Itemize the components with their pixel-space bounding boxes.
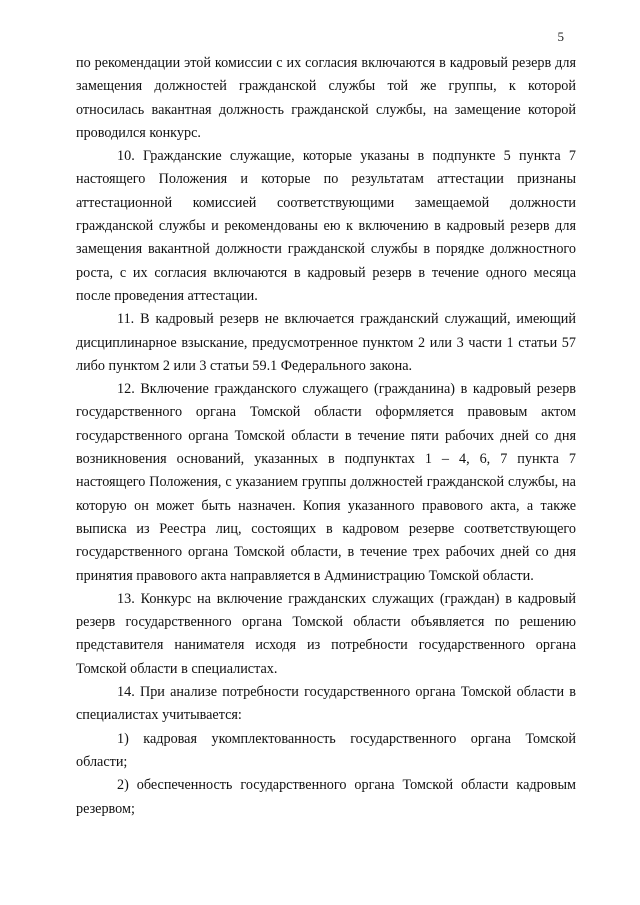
paragraph-11: 11. В кадровый резерв не включается гражданский служащий, имеющий дисциплинарное взыскание, предусмотренное пунктом 2 или 3 части 1 статьи 57 либо пунктом 2 или 3 статьи 59.1 Федерального закона. [76,311,576,374]
document-body [76,52,576,821]
paragraph-13: 13. Конкурс на включение гражданских служащих (граждан) в кадровый резерв государственного органа Томской области объявляется по решению представителя нанимателя исходя из потребности государственного органа Томской области в специалистах. [76,590,576,677]
list-item-1: 1) кадровая укомплектованность государственного органа Томской области; [76,730,576,770]
paragraph-12: 12. Включение гражданского служащего (гражданина) в кадровый резерв государственного органа Томской области оформляется правовым актом государственного органа Томской области в течение пяти рабочих дней со дня возникновения оснований, указанных в подпунктах 1 – 4, 6, 7 пункта 7 настоящего Положения, с указанием группы должностей гражданской службы, на которую он может быть назначен. Копия указанного правового акта, а также выписка из Реестра лиц, состоящих в кадровом резерве соответствующего государственного органа Томской области, в течение трех рабочих дней со дня принятия правового акта направляется в Администрацию Томской области. [76,381,576,584]
paragraph-14: 14. При анализе потребности государственного органа Томской области в специалистах учитывается: [76,684,576,724]
list-item-2: 2) обеспеченность государственного органа Томской области кадровым резервом; [76,777,576,817]
paragraph-10: 10. Гражданские служащие, которые указаны в подпункте 5 пункта 7 настоящего Положения и которые по результатам аттестации признаны аттестационной комиссией соответствующими замещаемой должности гражданской службы и рекомендованы ею к включению в кадровый резерв для замещения вакантной должности гражданской службы в порядке должностного роста, с их согласия включаются в кадровый резерв в течение одного месяца после проведения аттестации. [76,148,576,304]
paragraph-continuation: по рекомендации этой комиссии с их согласия включаются в кадровый резерв для замещения должностей гражданской службы той же группы, к которой относилась вакантная должность гражданской службы, на замещение которой проводился конкурс. [76,55,576,141]
page-number: 5 [557,29,564,44]
